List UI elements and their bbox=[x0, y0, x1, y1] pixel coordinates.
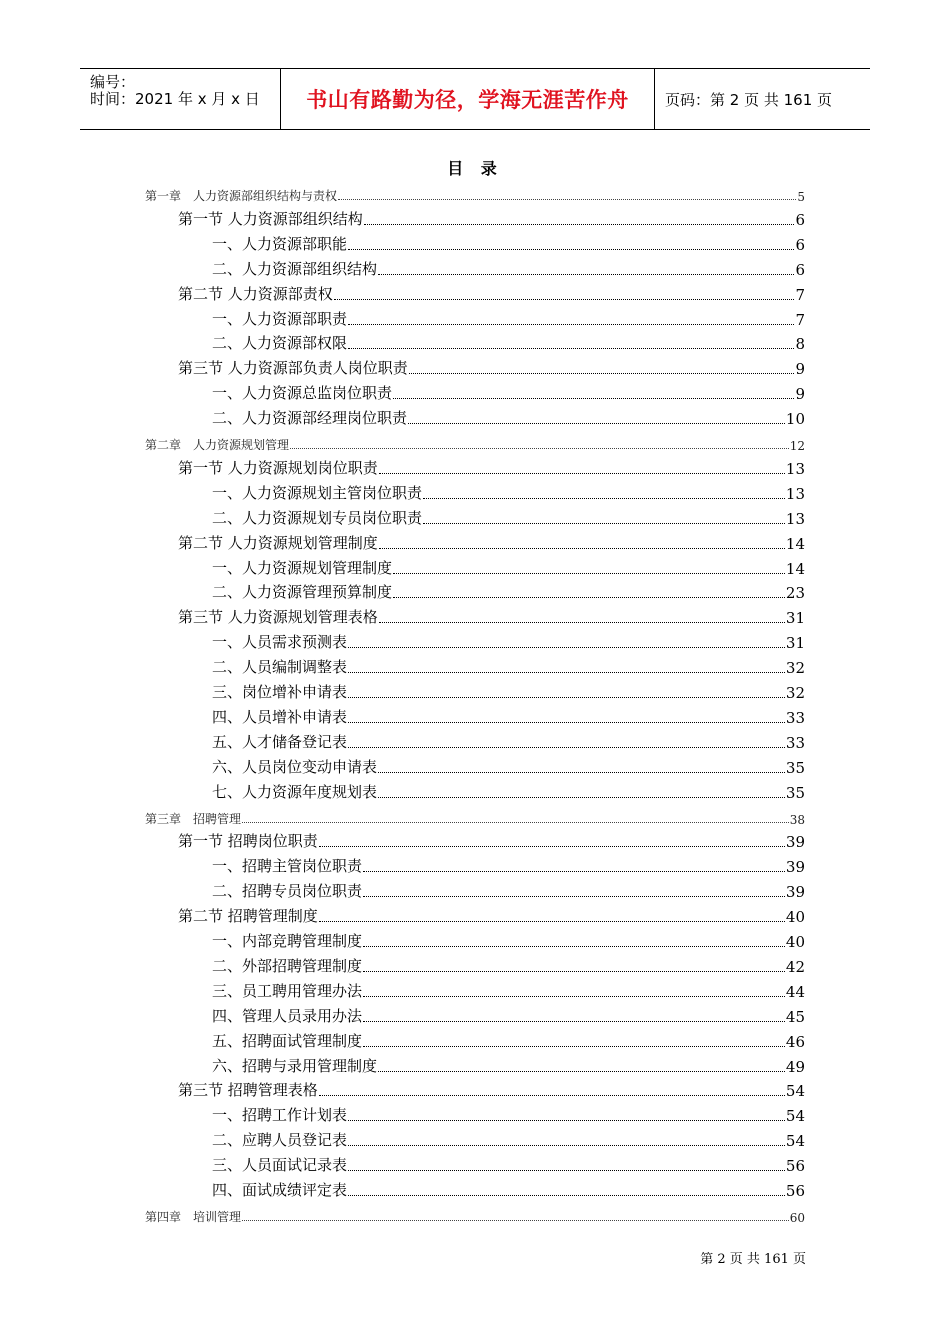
toc-entry[interactable] bbox=[145, 805, 805, 827]
dot-leader bbox=[363, 995, 785, 997]
toc-entry-label: 第二节 招聘管理制度 bbox=[178, 907, 318, 926]
toc-entry-page: 39 bbox=[785, 858, 805, 877]
toc-entry-label: 四、人员增补申请表 bbox=[212, 707, 348, 726]
toc-entry[interactable] bbox=[212, 580, 805, 602]
toc-entry[interactable] bbox=[212, 755, 805, 777]
toc-entry-page: 49 bbox=[785, 1057, 805, 1076]
motto-text: 书山有路勤为径，学海无涯苦作舟 bbox=[306, 88, 629, 112]
toc-entry-page: 42 bbox=[785, 957, 805, 976]
dot-leader bbox=[348, 1169, 785, 1171]
serial-label: 编号： bbox=[90, 73, 136, 91]
toc-entry-page: 54 bbox=[785, 1107, 805, 1126]
toc-entry-label: 三、员工聘用管理办法 bbox=[212, 981, 363, 1000]
toc-entry-label: 五、招聘面试管理制度 bbox=[212, 1031, 363, 1050]
toc-entry-label: 一、内部竞聘管理制度 bbox=[212, 932, 363, 950]
toc-entry[interactable] bbox=[145, 1203, 805, 1225]
toc-entry[interactable] bbox=[212, 1128, 805, 1150]
toc-entry-label: 第三节 人力资源部负责人岗位职责 bbox=[178, 359, 408, 378]
toc-entry[interactable] bbox=[145, 431, 805, 453]
dot-leader bbox=[363, 1045, 785, 1047]
toc-entry-label: 第一节 人力资源部组织结构 bbox=[178, 209, 363, 228]
toc-entry[interactable] bbox=[212, 307, 805, 329]
toc-entry-page: 54 bbox=[785, 1082, 805, 1101]
toc-entry-label: 第三节 招聘管理表格 bbox=[178, 1081, 318, 1100]
toc-entry-page: 31 bbox=[785, 609, 805, 628]
toc-entry-label: 二、人力资源部权限 bbox=[212, 334, 348, 353]
toc-entry-page: 60 bbox=[789, 1210, 805, 1225]
toc-entry-label: 第四章 培训管理 bbox=[145, 1209, 242, 1224]
toc-entry-label: 一、人员需求预测表 bbox=[212, 633, 348, 652]
toc-entry[interactable] bbox=[178, 829, 805, 851]
dot-leader bbox=[319, 1094, 785, 1096]
dot-leader bbox=[364, 223, 795, 225]
toc-entry-label: 三、岗位增补申请表 bbox=[212, 683, 348, 701]
toc-entry[interactable] bbox=[178, 282, 805, 304]
toc-entry[interactable] bbox=[212, 630, 805, 652]
toc-entry-page: 9 bbox=[795, 385, 805, 404]
toc-entry-label: 二、应聘人员登记表 bbox=[212, 1131, 348, 1150]
toc-entry-label: 一、人力资源规划主管岗位职责 bbox=[212, 483, 423, 502]
toc-entry[interactable] bbox=[212, 730, 805, 752]
dot-leader bbox=[348, 1194, 785, 1196]
toc-entry-label: 第一章 人力资源部组织结构与责权 bbox=[145, 189, 338, 203]
toc-entry[interactable] bbox=[212, 1004, 805, 1026]
toc-entry[interactable] bbox=[212, 257, 805, 279]
toc-entry-page: 7 bbox=[795, 285, 805, 304]
dot-leader bbox=[393, 397, 794, 399]
toc-entry[interactable] bbox=[212, 556, 805, 578]
dot-leader bbox=[408, 422, 785, 424]
toc-entry[interactable] bbox=[212, 406, 805, 428]
dot-leader bbox=[423, 522, 785, 524]
header-meta bbox=[80, 69, 281, 129]
toc-entry-page: 13 bbox=[785, 484, 805, 503]
toc-entry-label: 第二节 人力资源规划管理制度 bbox=[178, 533, 378, 552]
toc-entry-label: 第一节 招聘岗位职责 bbox=[178, 832, 318, 851]
toc-entry[interactable] bbox=[178, 531, 805, 553]
toc-entry-page: 56 bbox=[785, 1157, 805, 1176]
toc-entry-page: 13 bbox=[785, 459, 805, 478]
dot-leader bbox=[379, 621, 785, 623]
toc-entry[interactable] bbox=[212, 232, 805, 254]
toc-entry-label: 七、人力资源年度规划表 bbox=[212, 782, 378, 801]
toc-entry[interactable] bbox=[145, 182, 805, 204]
toc-entry-label: 二、招聘专员岗位职责 bbox=[212, 882, 363, 901]
dot-leader bbox=[348, 347, 794, 349]
toc-title: 目 录 bbox=[447, 159, 503, 178]
toc-entry-label: 第二章 人力资源规划管理 bbox=[145, 438, 290, 452]
dot-leader bbox=[348, 696, 785, 698]
toc-entry[interactable] bbox=[178, 456, 805, 478]
dot-leader bbox=[363, 895, 785, 897]
dot-leader bbox=[363, 970, 785, 972]
toc-entry[interactable] bbox=[178, 207, 805, 229]
footer-page-info: 第 2 页 共 161 页 bbox=[700, 1252, 806, 1267]
toc-entry-page: 32 bbox=[785, 684, 805, 702]
toc-entry-page: 35 bbox=[785, 758, 805, 777]
toc-entry-label: 第一节 人力资源规划岗位职责 bbox=[178, 458, 378, 477]
toc-entry-page: 14 bbox=[785, 534, 805, 553]
dot-leader bbox=[290, 447, 789, 449]
toc-entry-page: 33 bbox=[785, 733, 805, 752]
toc-entry[interactable] bbox=[178, 1078, 805, 1100]
dot-leader bbox=[348, 323, 794, 325]
toc-entry[interactable] bbox=[212, 506, 805, 528]
dot-leader bbox=[348, 1144, 785, 1146]
toc-entry-page: 6 bbox=[795, 210, 805, 229]
dot-leader bbox=[348, 646, 785, 648]
time-label: 时间：2021 年 x 月 x 日 bbox=[90, 90, 260, 108]
toc-entry-label: 六、人员岗位变动申请表 bbox=[212, 757, 378, 776]
toc-entry-page: 10 bbox=[785, 410, 805, 429]
dot-leader bbox=[348, 1119, 785, 1121]
dot-leader bbox=[379, 547, 785, 549]
dot-leader bbox=[423, 497, 785, 499]
dot-leader bbox=[348, 721, 785, 723]
toc-entry[interactable] bbox=[212, 655, 805, 677]
toc-entry[interactable] bbox=[212, 929, 805, 951]
toc-entry[interactable] bbox=[212, 979, 805, 1001]
toc-entry-page: 12 bbox=[789, 439, 805, 453]
toc-entry[interactable] bbox=[212, 381, 805, 403]
toc-entry[interactable] bbox=[212, 854, 805, 876]
toc-entry[interactable] bbox=[178, 605, 805, 627]
dot-leader bbox=[338, 198, 796, 200]
toc-entry-label: 二、人力资源部组织结构 bbox=[212, 259, 378, 278]
dot-leader bbox=[319, 845, 785, 847]
toc-entry-page: 45 bbox=[785, 1007, 805, 1026]
dot-leader bbox=[378, 1070, 785, 1072]
toc-entry-label: 二、人员编制调整表 bbox=[212, 658, 348, 677]
toc-entry[interactable] bbox=[178, 904, 805, 926]
toc-entry-label: 三、人员面试记录表 bbox=[212, 1156, 348, 1175]
header-page-cell bbox=[655, 69, 870, 129]
dot-leader bbox=[363, 870, 785, 872]
toc-entry[interactable] bbox=[212, 1029, 805, 1051]
toc-entry[interactable] bbox=[212, 680, 805, 702]
dot-leader bbox=[348, 248, 794, 250]
toc-entry[interactable] bbox=[212, 1178, 805, 1200]
toc-entry-label: 四、面试成绩评定表 bbox=[212, 1181, 348, 1199]
toc-entry-label: 二、人力资源规划专员岗位职责 bbox=[212, 508, 423, 527]
toc-entry-page: 54 bbox=[785, 1132, 805, 1151]
toc-entry[interactable] bbox=[212, 879, 805, 901]
toc-entry-label: 一、人力资源部职责 bbox=[212, 309, 348, 328]
header-page-info: 页码：第 2 页 共 161 页 bbox=[665, 90, 833, 109]
page-header bbox=[80, 68, 870, 130]
toc-entry-page: 31 bbox=[785, 634, 805, 653]
toc-entry[interactable] bbox=[212, 954, 805, 976]
toc-entry-label: 四、管理人员录用办法 bbox=[212, 1006, 363, 1025]
dot-leader bbox=[363, 945, 785, 947]
toc-entry-page: 40 bbox=[785, 933, 805, 951]
dot-leader bbox=[409, 372, 795, 374]
dot-leader bbox=[363, 1020, 785, 1022]
toc-entry-label: 六、招聘与录用管理制度 bbox=[212, 1056, 378, 1075]
toc-entry[interactable] bbox=[212, 481, 805, 503]
dot-leader bbox=[393, 572, 785, 574]
dot-leader bbox=[393, 596, 785, 598]
dot-leader bbox=[242, 821, 789, 823]
toc-entry-label: 一、人力资源规划管理制度 bbox=[212, 558, 393, 577]
dot-leader bbox=[378, 796, 785, 798]
toc-entry-page: 56 bbox=[785, 1182, 805, 1200]
toc-entry-page: 35 bbox=[785, 783, 805, 802]
toc-entry-label: 第三节 人力资源规划管理表格 bbox=[178, 608, 378, 627]
toc-entry-page: 6 bbox=[795, 235, 805, 254]
dot-leader bbox=[319, 920, 785, 922]
toc-entry-label: 一、人力资源部职能 bbox=[212, 234, 348, 253]
toc-entry[interactable] bbox=[212, 1103, 805, 1125]
toc-entry-page: 39 bbox=[785, 833, 805, 852]
dot-leader bbox=[242, 1219, 789, 1221]
toc-entry-label: 二、外部招聘管理制度 bbox=[212, 956, 363, 975]
toc-entry-label: 一、招聘工作计划表 bbox=[212, 1106, 348, 1125]
toc-entry-page: 39 bbox=[785, 883, 805, 902]
dot-leader bbox=[348, 671, 785, 673]
toc-entry-page: 7 bbox=[795, 310, 805, 329]
toc-entry[interactable] bbox=[212, 331, 805, 353]
toc-entry-page: 33 bbox=[785, 708, 805, 727]
toc-entry-label: 二、人力资源部经理岗位职责 bbox=[212, 409, 408, 428]
toc-entry-label: 二、人力资源管理预算制度 bbox=[212, 583, 393, 602]
toc-entry-label: 第二节 人力资源部责权 bbox=[178, 284, 333, 303]
toc-entry-label: 一、人力资源总监岗位职责 bbox=[212, 384, 393, 403]
dot-leader bbox=[348, 746, 785, 748]
toc-entry[interactable] bbox=[212, 705, 805, 727]
toc-entry-page: 8 bbox=[795, 335, 805, 354]
toc-entry-page: 13 bbox=[785, 509, 805, 528]
toc-entry-page: 40 bbox=[785, 908, 805, 927]
dot-leader bbox=[378, 771, 785, 773]
toc-entry-page: 6 bbox=[795, 260, 805, 279]
toc-entry-label: 五、人才储备登记表 bbox=[212, 732, 348, 751]
dot-leader bbox=[379, 472, 785, 474]
toc-entry[interactable] bbox=[212, 1054, 805, 1076]
toc-entry-page: 5 bbox=[797, 190, 805, 204]
toc-entry-page: 38 bbox=[789, 812, 805, 827]
toc-entry-label: 第三章 招聘管理 bbox=[145, 811, 242, 826]
toc-entry-page: 9 bbox=[795, 360, 805, 379]
toc-entry-page: 14 bbox=[785, 559, 805, 578]
dot-leader bbox=[378, 273, 794, 275]
toc-entry-page: 46 bbox=[785, 1032, 805, 1051]
toc-entry-page: 32 bbox=[785, 659, 805, 678]
dot-leader bbox=[334, 298, 795, 300]
toc-entry[interactable] bbox=[212, 780, 805, 802]
toc-entry[interactable] bbox=[178, 356, 805, 378]
toc-entry[interactable] bbox=[212, 1153, 805, 1175]
toc-entry-page: 44 bbox=[785, 982, 805, 1001]
toc-entry-page: 23 bbox=[785, 584, 805, 603]
toc-entry-label: 一、招聘主管岗位职责 bbox=[212, 857, 363, 876]
header-motto-cell bbox=[281, 69, 655, 129]
